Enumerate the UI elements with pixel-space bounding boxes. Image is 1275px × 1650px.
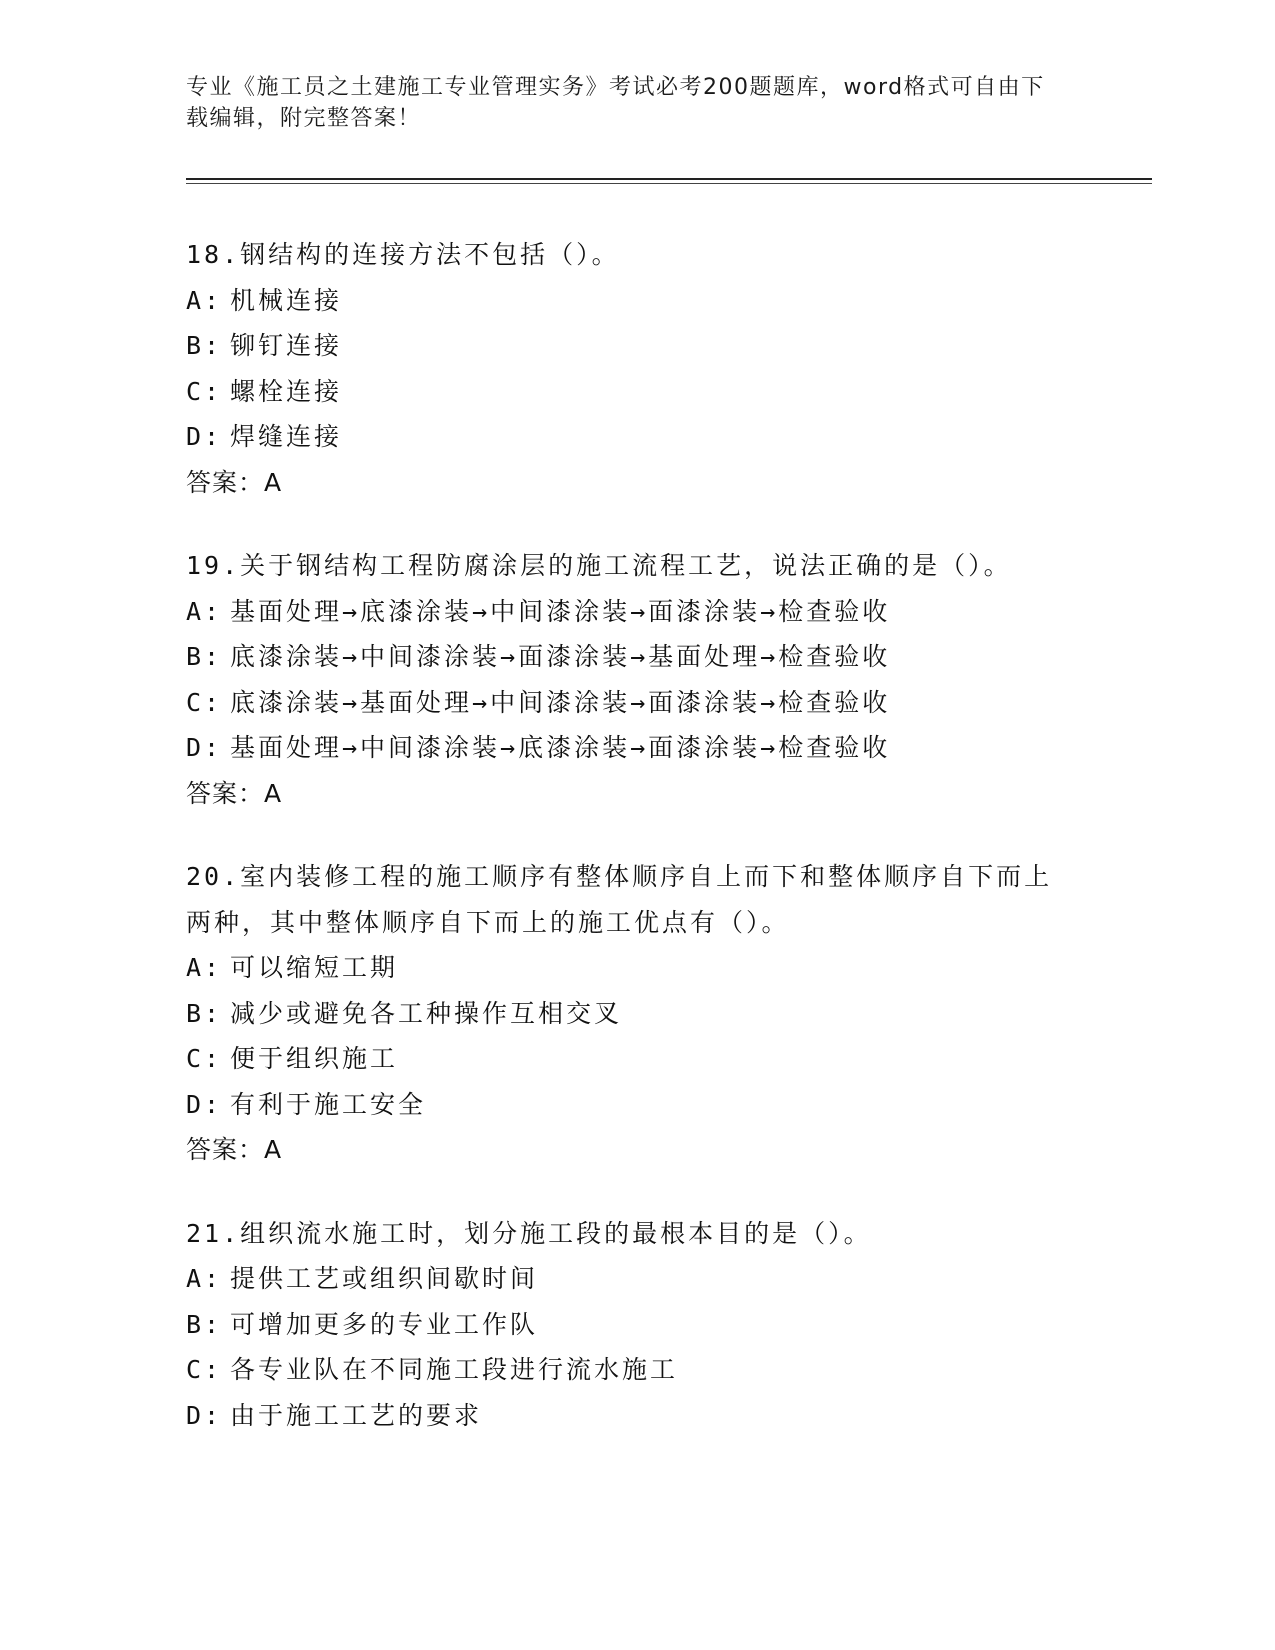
option-text: 螺栓连接 — [230, 376, 343, 406]
option-letter: A: — [186, 1264, 223, 1293]
option-text: 焊缝连接 — [230, 422, 343, 451]
option-text: 由于施工工艺的要求 — [230, 1400, 483, 1430]
question-21 — [186, 1211, 1086, 1439]
answer-line: 答案：A — [186, 778, 283, 808]
option-c — [186, 680, 1086, 726]
header-divider-thin — [186, 183, 1152, 184]
option-text: 减少或避免各工种操作互相交叉 — [230, 998, 623, 1028]
question-20 — [186, 854, 1086, 1173]
option-letter: C: — [186, 1355, 223, 1384]
option-text: 铆钉连接 — [230, 331, 343, 360]
question-list — [186, 232, 1086, 1476]
option-b — [186, 634, 1086, 680]
option-a — [186, 589, 1086, 635]
option-letter: B: — [186, 642, 223, 671]
option-c — [186, 1347, 1086, 1393]
option-letter: C: — [186, 1044, 223, 1073]
option-b — [186, 991, 1086, 1037]
option-text: 可增加更多的专业工作队 — [230, 1309, 539, 1339]
option-b — [186, 1302, 1086, 1348]
option-d — [186, 1393, 1086, 1439]
option-d — [186, 1082, 1086, 1128]
option-letter: D: — [186, 733, 223, 762]
option-c — [186, 369, 1086, 415]
question-18 — [186, 232, 1086, 505]
document-header: 专业《施工员之土建施工专业管理实务》考试必考200题题库，word格式可自由下载编辑，附完整答案！ — [186, 75, 1045, 131]
option-letter: A: — [186, 953, 223, 982]
option-text: 底漆涂装→中间漆涂装→面漆涂装→基面处理→检查验收 — [230, 642, 891, 671]
option-a — [186, 278, 1086, 324]
question-title: 20.室内装修工程的施工顺序有整体顺序自上而下和整体顺序自下而上两种，其中整体顺序自下而上的施工优点有（）。 — [186, 862, 1053, 937]
option-letter: A: — [186, 285, 223, 315]
option-text: 各专业队在不同施工段进行流水施工 — [230, 1355, 679, 1384]
option-letter: C: — [186, 376, 223, 406]
option-text: 便于组织施工 — [230, 1044, 399, 1073]
option-d — [186, 725, 1086, 771]
option-letter: B: — [186, 1309, 223, 1339]
option-letter: C: — [186, 687, 223, 717]
option-letter: A: — [186, 596, 223, 626]
answer-line: 答案：A — [186, 467, 283, 497]
option-letter: D: — [186, 1089, 223, 1119]
question-title: 21.组织流水施工时，划分施工段的最根本目的是（）。 — [186, 1218, 872, 1248]
option-text: 基面处理→底漆涂装→中间漆涂装→面漆涂装→检查验收 — [230, 596, 891, 626]
option-text: 基面处理→中间漆涂装→底漆涂装→面漆涂装→检查验收 — [230, 733, 891, 762]
option-d — [186, 414, 1086, 460]
question-title: 18.钢结构的连接方法不包括（）。 — [186, 240, 620, 269]
option-c — [186, 1036, 1086, 1082]
option-text: 有利于施工安全 — [230, 1089, 427, 1119]
option-a — [186, 1256, 1086, 1302]
option-text: 机械连接 — [230, 285, 343, 315]
option-b — [186, 323, 1086, 369]
question-19 — [186, 543, 1086, 816]
option-letter: D: — [186, 422, 223, 451]
option-text: 底漆涂装→基面处理→中间漆涂装→面漆涂装→检查验收 — [230, 687, 891, 717]
answer-line: 答案：A — [186, 1135, 283, 1164]
option-letter: D: — [186, 1400, 223, 1430]
header-divider-thick — [186, 178, 1152, 180]
option-letter: B: — [186, 331, 223, 360]
option-a — [186, 945, 1086, 991]
question-title: 19.关于钢结构工程防腐涂层的施工流程工艺，说法正确的是（）。 — [186, 551, 1012, 580]
option-letter: B: — [186, 998, 223, 1028]
option-text: 提供工艺或组织间歇时间 — [230, 1264, 539, 1293]
option-text: 可以缩短工期 — [230, 953, 399, 982]
